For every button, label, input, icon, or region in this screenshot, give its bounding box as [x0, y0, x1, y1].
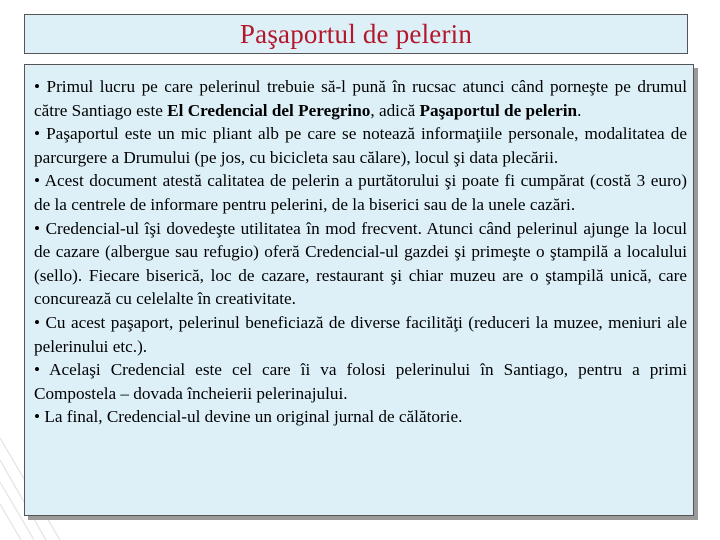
credencial-name: El Credencial del Peregrino: [167, 100, 371, 120]
paragraph-passport-description: [34, 122, 687, 169]
paragraph-text: Acest document atestă calitatea de pelerin a purtătorului şi poate fi cumpărat (costă 3 euro) de la centrele de informare pentru pelerini, de la biserici sau de la unele cazări.: [34, 171, 687, 214]
paragraph-passport-stamps: [34, 217, 687, 311]
paragraph-text: Paşaportul este un mic pliant alb pe care se notează informaţiile personale, modalitatea de parcurgere a Drumului (pe jos, cu bicicleta sau călare), locul şi data plecării.: [34, 124, 687, 167]
page-title: Paşaportul de pelerin: [239, 18, 473, 49]
paragraph-compostela: [34, 358, 687, 405]
bullet-icon: •: [34, 312, 41, 332]
bullet-icon: •: [34, 124, 41, 144]
paragraph-travel-journal: [34, 405, 687, 429]
paragraph-text: Credencial-ul îşi dovedeşte utilitatea în mod frecvent. Atunci când pelerinul ajunge la locul de cazare (albergue sau refugio) oferă Credencial-ul gazdei şi primeşte o ştampilă a localului (sello). Fiecare biserică, loc de cazare, restaurant şi chiar muzeu are o ştampilă unică, care concurează cu celelalte în creativitate.: [34, 218, 688, 309]
paragraph-text: Primul lucru pe care pelerinul trebuie să-l pună în rucsac atunci când porneşte pe drumul către Santiago este: [34, 77, 687, 120]
paragraph-credencial-intro: [34, 75, 687, 122]
bullet-icon: •: [34, 218, 41, 238]
paragraph-text: La final, Credencial-ul devine un original jurnal de călătorie.: [44, 407, 463, 427]
bullet-icon: •: [34, 77, 41, 96]
paragraph-text: Cu acest paşaport, pelerinul beneficiază de diverse facilităţi (reduceri la muzee, meniuri ale pelerinului etc.).: [34, 312, 688, 356]
bullet-icon: •: [34, 171, 41, 191]
paragraph-text: Acelaşi Credencial este cel care îi va folosi pelerinului în Santiago, pentru a primi Compostela – dovada încheierii pelerinajului.: [34, 360, 687, 403]
paragraph-text: .: [577, 100, 582, 120]
paragraph-text: , adică: [370, 100, 420, 120]
bullet-icon: •: [34, 407, 41, 427]
content-box: [24, 64, 694, 516]
passport-name: Paşaportul de pelerin: [419, 100, 578, 120]
title-box: [24, 14, 688, 54]
paragraph-passport-benefits: [34, 311, 687, 358]
bullet-icon: •: [34, 360, 41, 380]
paragraph-passport-purchase: [34, 169, 687, 216]
